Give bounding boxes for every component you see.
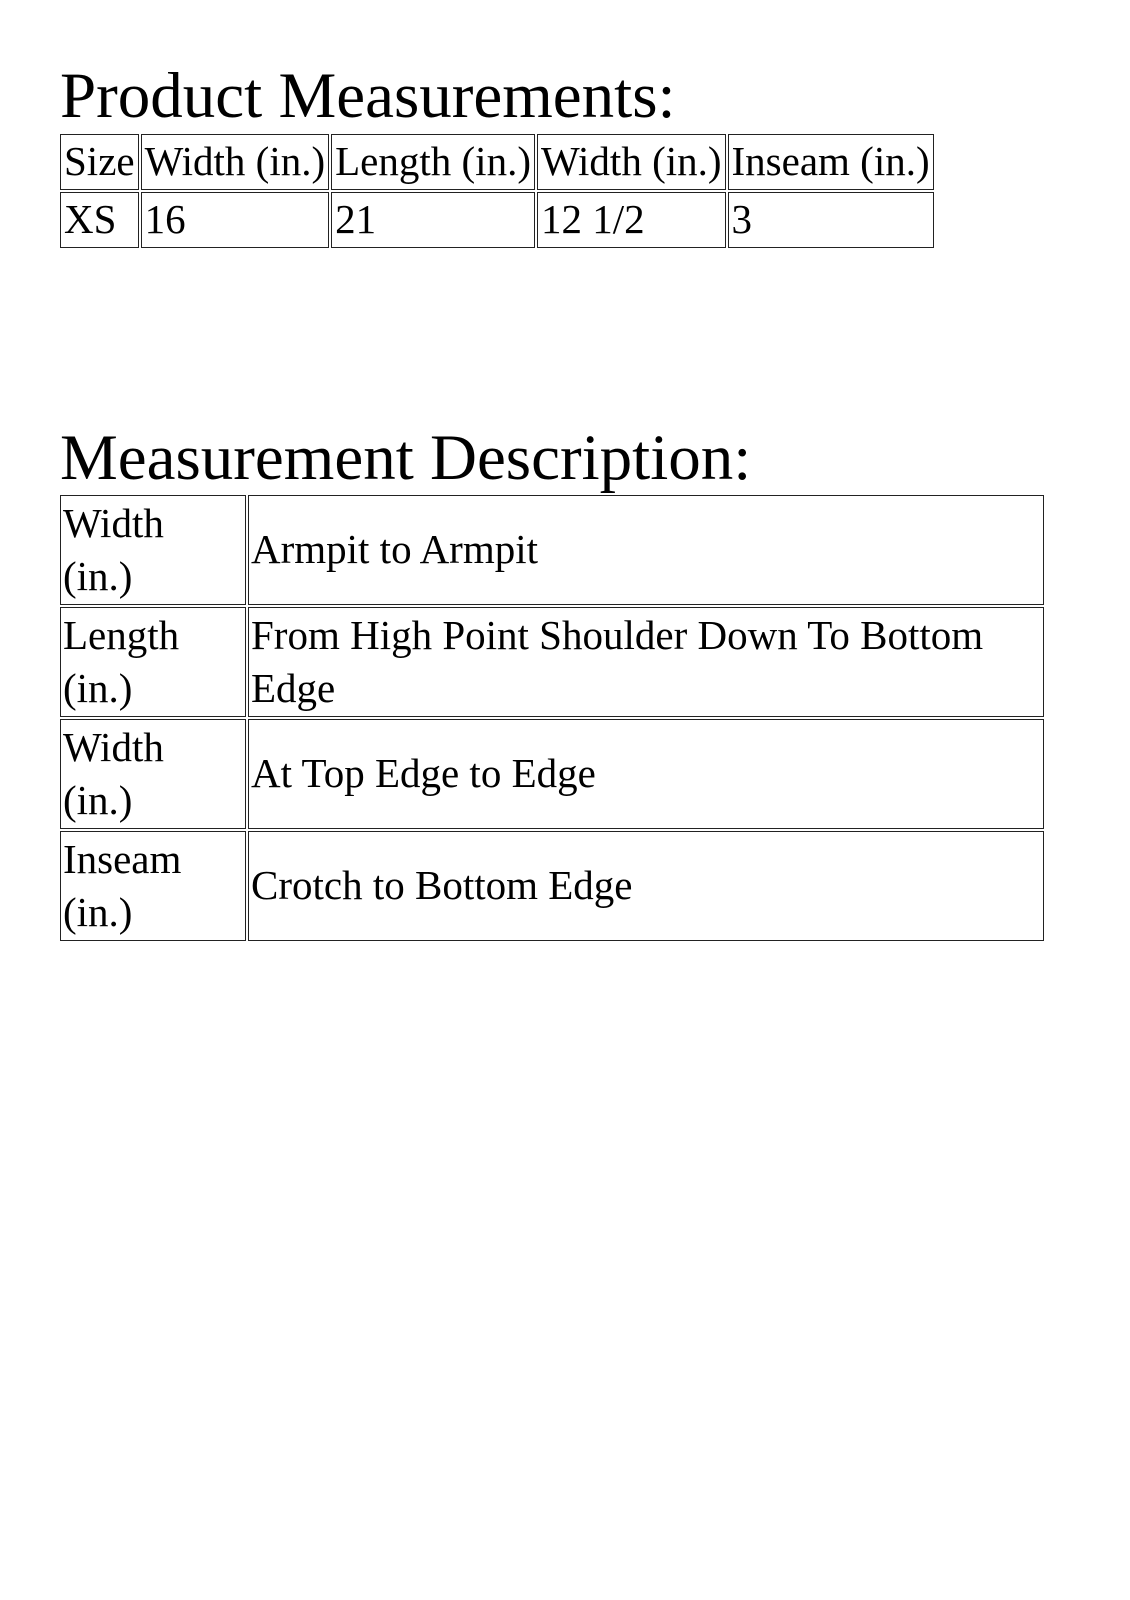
table-row xyxy=(60,495,1044,605)
definition-cell: Armpit to Armpit xyxy=(248,495,1044,605)
header-cell-size: Size xyxy=(60,134,139,190)
cell-length: 21 xyxy=(331,192,535,248)
cell-size: XS xyxy=(60,192,139,248)
definition-cell: At Top Edge to Edge xyxy=(248,719,1044,829)
cell-inseam: 3 xyxy=(728,192,934,248)
table-row xyxy=(60,607,1044,717)
header-cell-width-2: Width (in.) xyxy=(537,134,726,190)
definition-cell: Crotch to Bottom Edge xyxy=(248,831,1044,941)
table-row xyxy=(60,719,1044,829)
product-measurements-heading: Product Measurements: xyxy=(60,60,676,132)
term-cell: Width (in.) xyxy=(60,719,246,829)
table-row xyxy=(60,192,934,248)
term-cell: Length (in.) xyxy=(60,607,246,717)
table-header-row xyxy=(60,134,934,190)
cell-width: 16 xyxy=(141,192,330,248)
table-row xyxy=(60,831,1044,941)
term-cell: Width (in.) xyxy=(60,495,246,605)
product-measurements-table xyxy=(58,132,936,250)
header-cell-inseam: Inseam (in.) xyxy=(728,134,934,190)
measurement-description-table xyxy=(58,493,1046,943)
header-cell-width: Width (in.) xyxy=(141,134,330,190)
measurement-description-heading: Measurement Description: xyxy=(60,422,752,494)
definition-cell: From High Point Shoulder Down To Bottom Edge xyxy=(248,607,1044,717)
term-cell: Inseam (in.) xyxy=(60,831,246,941)
header-cell-length: Length (in.) xyxy=(331,134,535,190)
cell-width-2: 12 1/2 xyxy=(537,192,726,248)
